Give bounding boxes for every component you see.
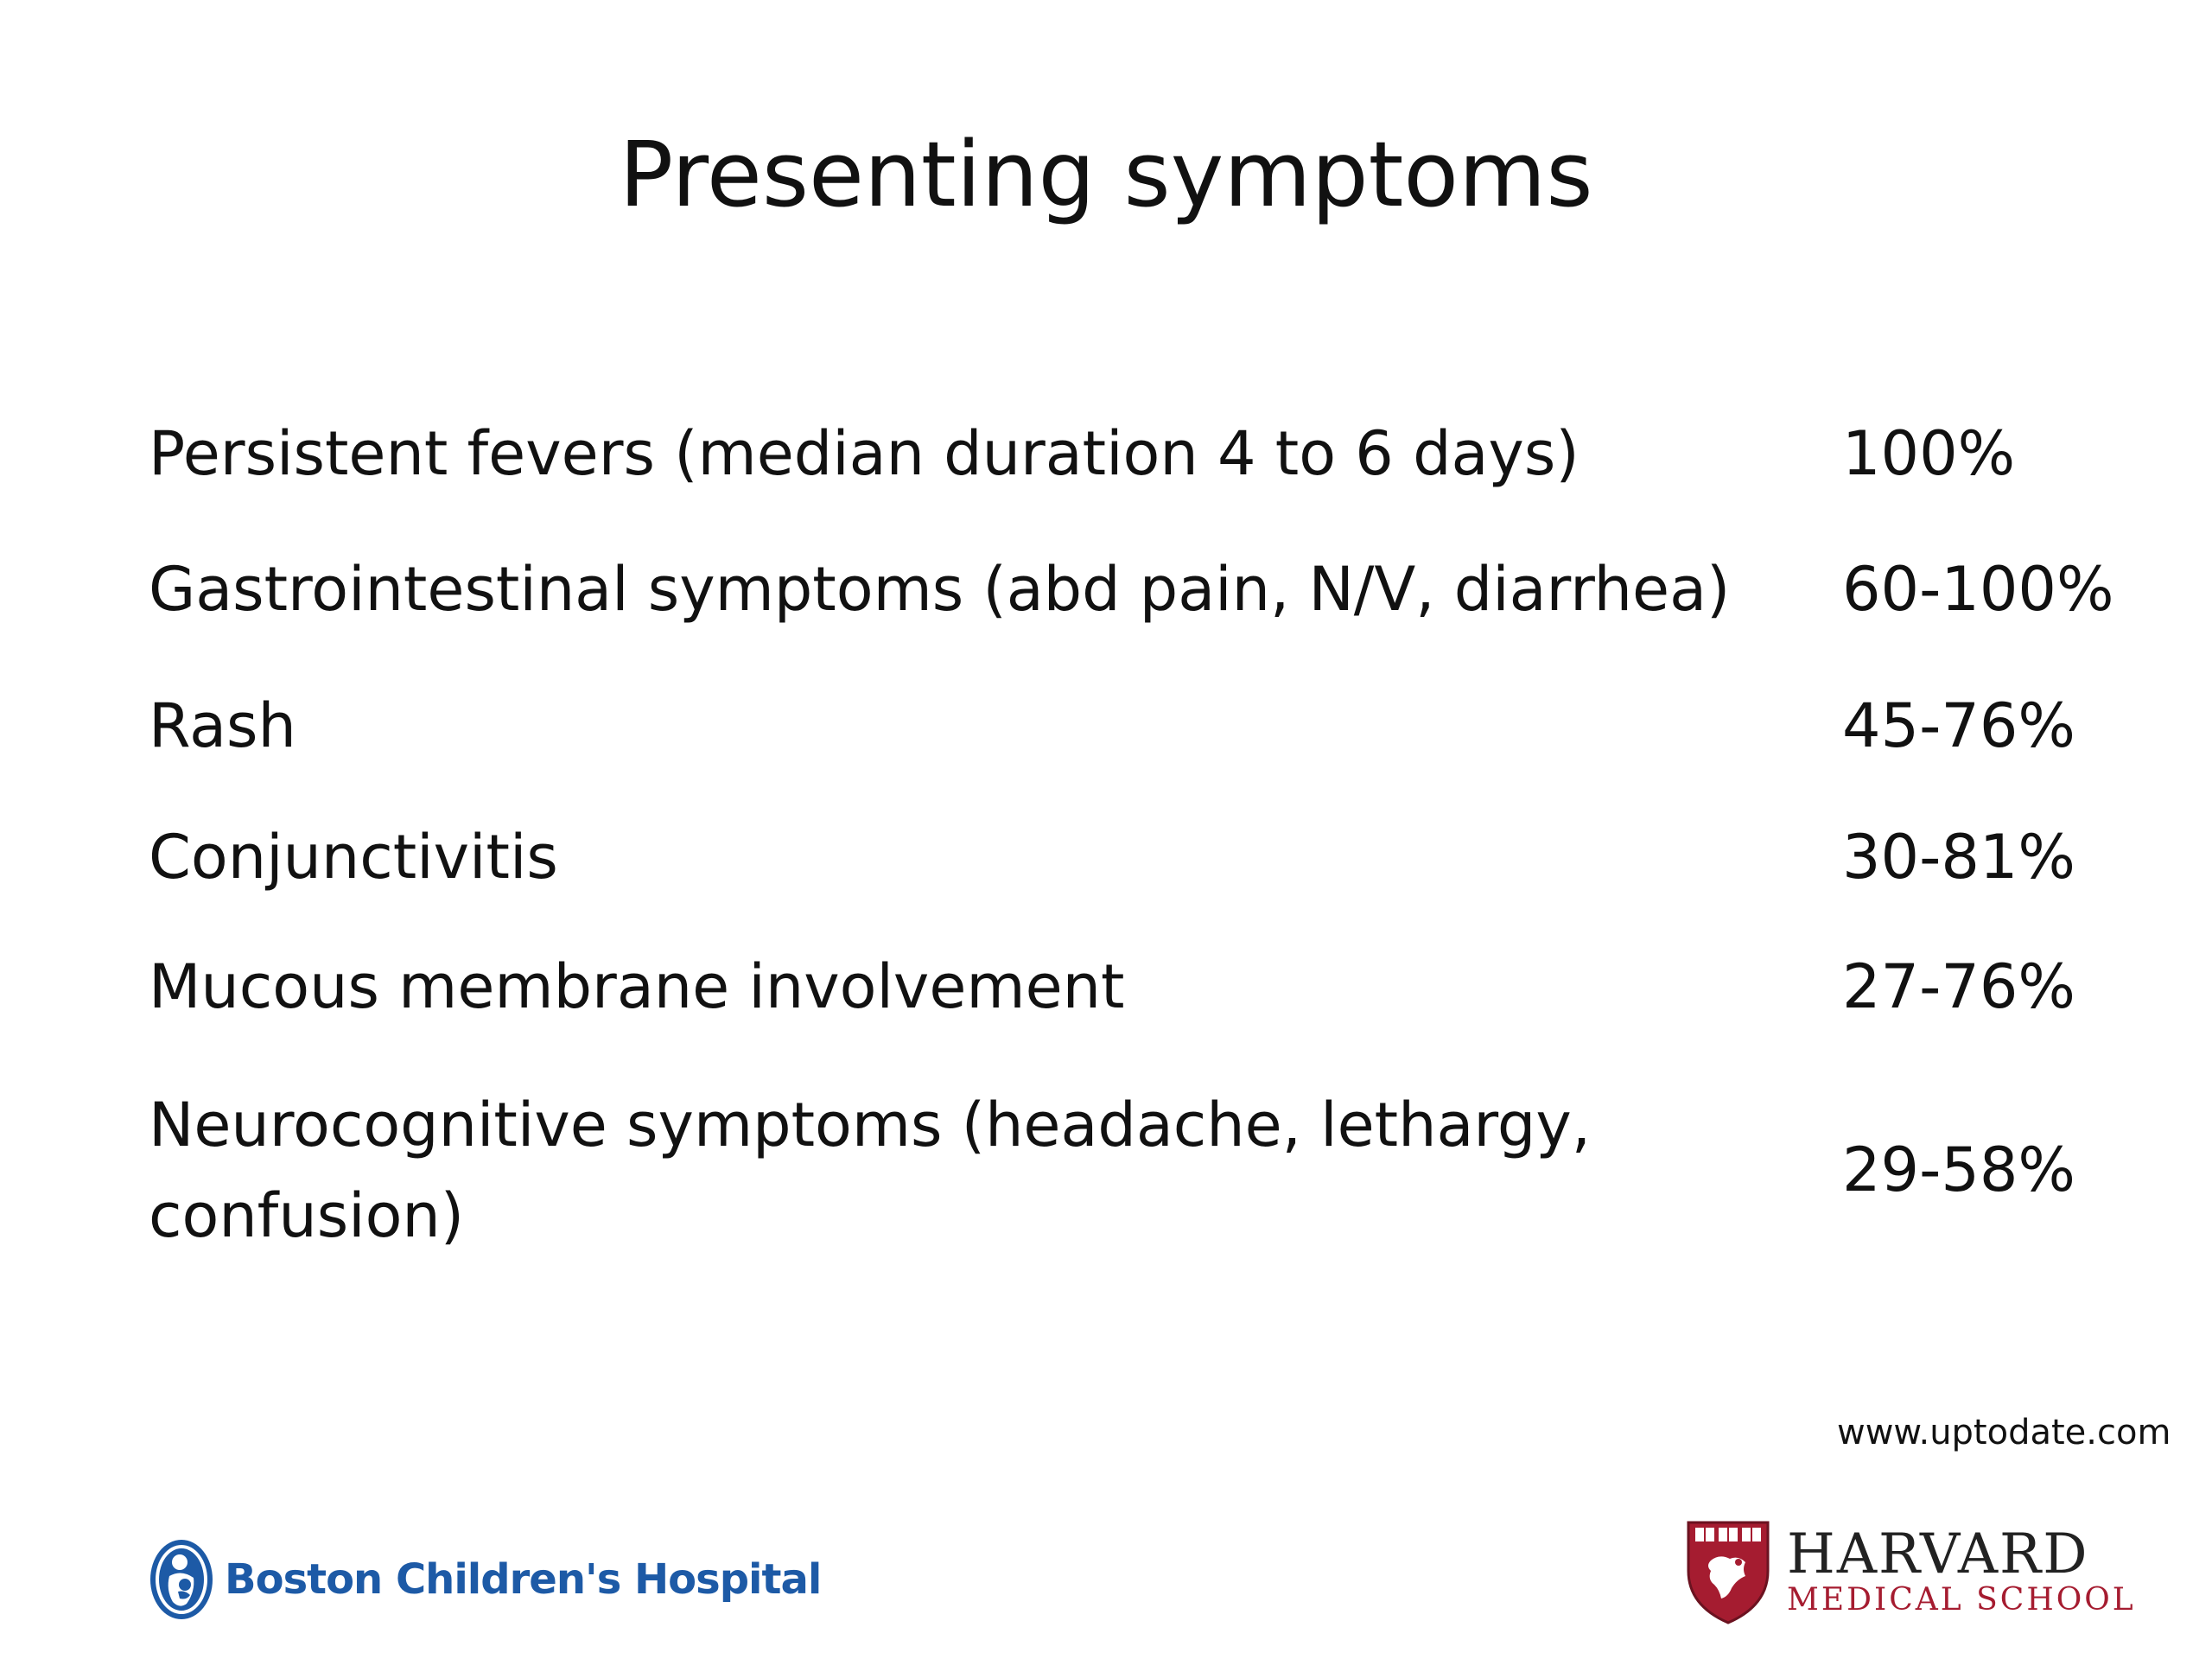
source-citation: www.uptodate.com — [1837, 1413, 2171, 1452]
symptom-value-fevers: 100% — [1842, 418, 2016, 489]
harvard-medical-school-logo — [1685, 1516, 2136, 1629]
symptom-label-fevers: Persistent fevers (median duration 4 to 6 days) — [149, 418, 1580, 489]
mother-child-emblem-icon — [149, 1538, 214, 1621]
symptom-label-conjunctivitis: Conjunctivitis — [149, 822, 558, 893]
medical-school-text: MEDICAL SCHOOL — [1787, 1582, 2136, 1618]
harvard-name-text: HARVARD — [1787, 1522, 2089, 1586]
symptom-value-gastrointestinal: 60-100% — [1842, 554, 2114, 625]
veritas-shield-icon — [1685, 1519, 1771, 1626]
symptom-value-mucous-membrane: 27-76% — [1842, 951, 2075, 1022]
symptom-label-mucous-membrane: Mucous membrane involvement — [149, 951, 1125, 1022]
slide-title: Presenting symptoms — [619, 122, 1593, 227]
symptom-value-rash: 45-76% — [1842, 690, 2075, 761]
symptom-value-conjunctivitis: 30-81% — [1842, 822, 2075, 893]
boston-childrens-hospital-logo — [149, 1536, 821, 1623]
boston-childrens-hospital-text: Boston Children's Hospital — [225, 1555, 822, 1604]
symptom-label-neurocognitive: Neurocognitive symptoms (headache, lethargy, confusion) — [149, 1090, 1592, 1251]
symptom-value-neurocognitive: 29-58% — [1842, 1135, 2075, 1205]
symptom-label-gastrointestinal: Gastrointestinal symptoms (abd pain, N/V, diarrhea) — [149, 554, 1731, 625]
symptom-label-rash: Rash — [149, 690, 296, 761]
